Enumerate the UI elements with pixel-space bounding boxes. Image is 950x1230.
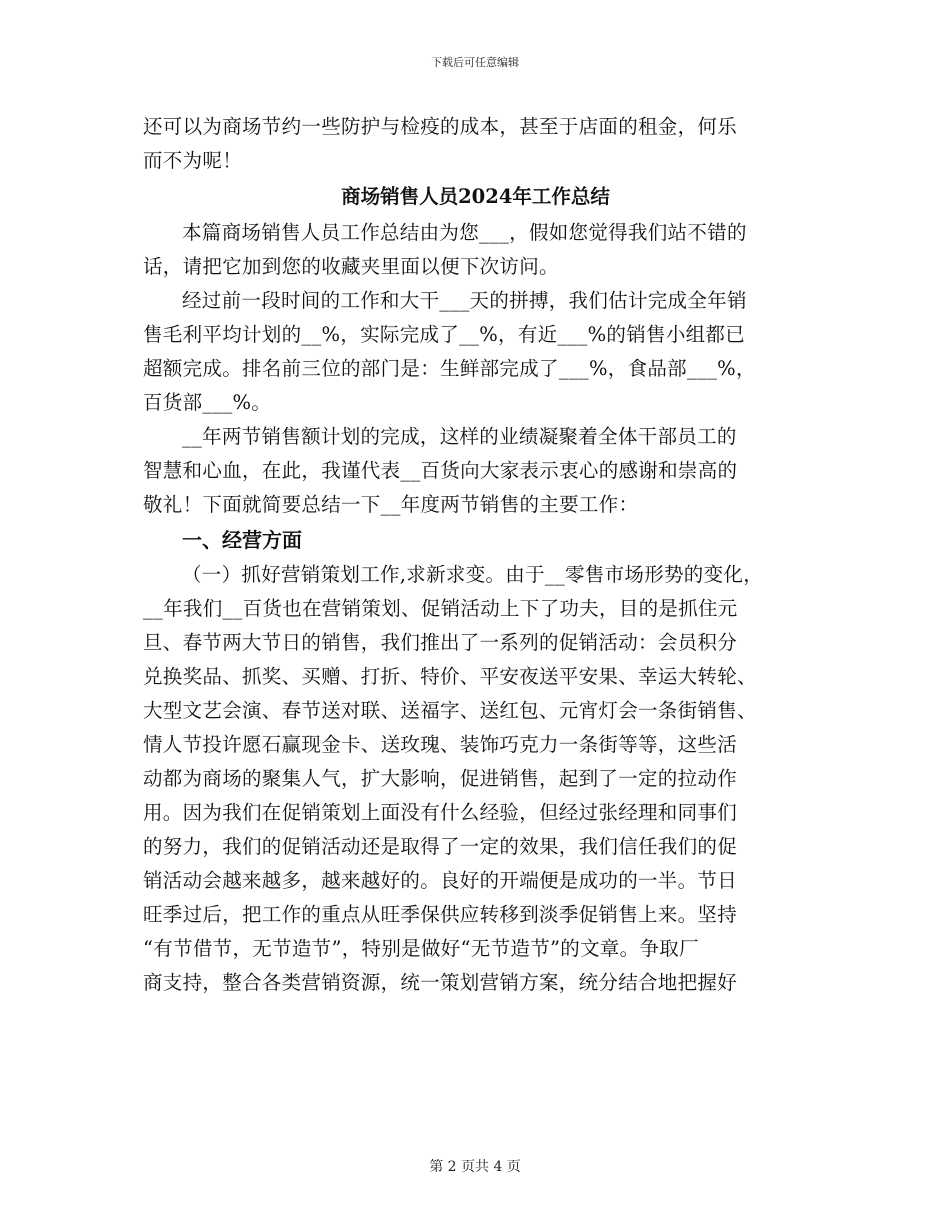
- paragraph-line: 用。因为我们在促销策划上面没有什么经验，但经过张经理和同事们: [143, 801, 738, 824]
- paragraph-line: 本篇商场销售人员工作总结由为您___，假如您觉得我们站不错的: [182, 221, 747, 244]
- paragraph-line: 话，请把它加到您的收藏夹里面以便下次访问。: [143, 255, 559, 278]
- paragraph-line: 动都为商场的聚集人气，扩大影响，促进销售，起到了一定的拉动作: [143, 767, 738, 790]
- paragraph-line: 经过前一段时间的工作和大干___天的拼搏，我们估计完成全年销: [182, 289, 747, 312]
- paragraph-line: 的努力，我们的促销活动还是取得了一定的效果，我们信任我们的促: [143, 835, 738, 858]
- paragraph-line: 情人节投许愿石赢现金卡、送玫瑰、装饰巧克力一条街等等，这些活: [143, 733, 738, 756]
- paragraph-line: 兑换奖品、抓奖、买赠、打折、特价、平安夜送平安果、幸运大转轮、: [143, 665, 757, 688]
- page-header: 下载后可任意编辑: [431, 56, 519, 69]
- intro-line: 还可以为商场节约一些防护与检疫的成本，甚至于店面的租金，何乐: [143, 115, 738, 138]
- document-title: 商场销售人员2024年工作总结: [341, 185, 610, 208]
- paragraph-line: （一）抓好营销策划工作,求新求变。由于__零售市场形势的变化，: [182, 563, 763, 586]
- paragraph-line: 旦、春节两大节日的销售，我们推出了一系列的促销活动：会员积分: [143, 631, 738, 654]
- paragraph-line: 销活动会越来越多，越来越好的。良好的开端便是成功的一半。节日: [143, 869, 738, 892]
- document-body: [143, 110, 808, 1000]
- paragraph-line: 商支持，整合各类营销资源，统一策划营销方案，统分结合地把握好: [143, 971, 738, 994]
- paragraph-line: 旺季过后，把工作的重点从旺季保供应转移到淡季促销售上来。坚持: [143, 903, 738, 926]
- paragraph-line: 百货部___%。: [143, 391, 272, 414]
- intro-line: 而不为呢！: [143, 149, 243, 172]
- paragraph-line: __年两节销售额计划的完成，这样的业绩凝聚着全体干部员工的: [182, 425, 737, 448]
- paragraph-line: 售毛利平均计划的__%，实际完成了__%，有近___%的销售小组都已: [143, 323, 746, 346]
- paragraph-line: 大型文艺会演、春节送对联、送福字、送红包、元宵灯会一条街销售、: [143, 699, 757, 722]
- paragraph-line: 超额完成。排名前三位的部门是：生鲜部完成了___%，食品部___%，: [143, 357, 756, 380]
- paragraph-line: 智慧和心血，在此，我谨代表__百货向大家表示衷心的感谢和崇高的: [143, 459, 738, 482]
- paragraph-line: 敬礼！下面就简要总结一下__年度两节销售的主要工作：: [143, 493, 639, 516]
- paragraph-line: “有节借节，无节造节”，特别是做好“无节造节”的文章。争取厂: [143, 937, 699, 960]
- page-footer: 第 2 页共 4 页: [429, 1159, 521, 1175]
- paragraph-line: __年我们__百货也在营销策划、促销活动上下了功夫，目的是抓住元: [143, 597, 738, 620]
- section-heading: 一、经营方面: [182, 528, 302, 552]
